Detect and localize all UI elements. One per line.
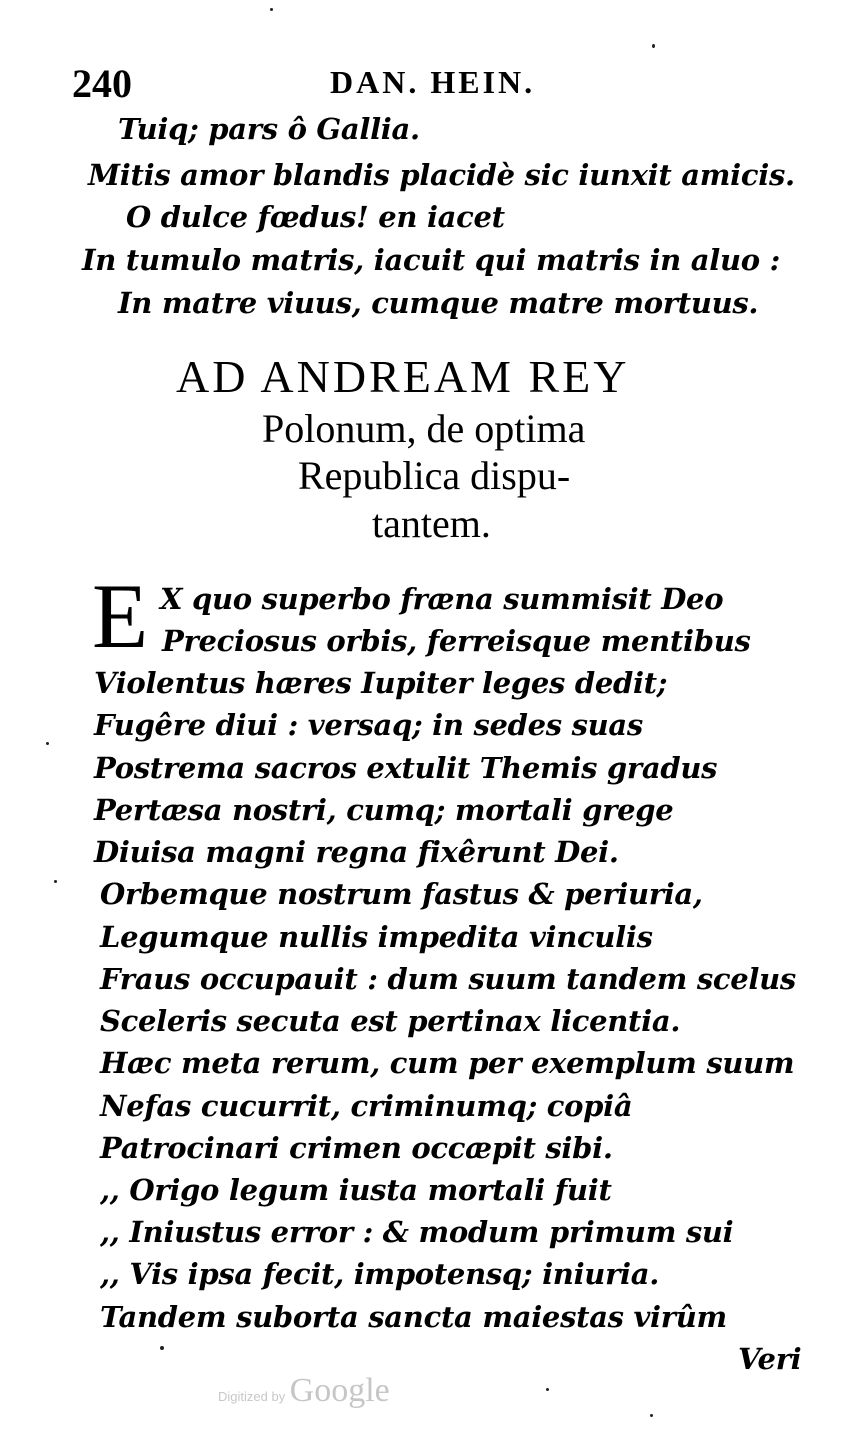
title-line-2: Polonum, de optima (262, 406, 586, 451)
poem-line: Tuiq; pars ô Gallia. (118, 112, 420, 146)
poem-line: In tumulo matris, iacuit qui matris in aluo : (82, 243, 780, 277)
poem-line: ,, Iniustus error : & modum primum sui (100, 1215, 734, 1249)
paper-speck (270, 8, 273, 11)
poem-line: Diuisa magni regna fixêrunt Dei. (94, 835, 619, 869)
title-line-3: Republica dispu- (298, 453, 571, 498)
paper-speck (46, 742, 49, 745)
poem-line: Fraus occupauit : dum suum tandem scelus (100, 962, 796, 996)
paper-speck (652, 44, 655, 48)
poem-line: Violentus hæres Iupiter leges dedit; (94, 666, 668, 700)
poem-line: Pertæsa nostri, cumq; mortali grege (94, 793, 674, 827)
drop-cap: E (92, 565, 149, 667)
catchword: Veri (738, 1342, 802, 1376)
paper-speck (54, 880, 57, 883)
paper-speck (546, 1388, 549, 1391)
poem-line: Sceleris secuta est pertinax licentia. (100, 1004, 681, 1038)
poem-line: Mitis amor blandis placidè sic iunxit amicis. (88, 158, 795, 192)
poem-line: Legumque nullis impedita vinculis (100, 920, 653, 954)
poem-line: Patrocinari crimen occæpit sibi. (100, 1131, 613, 1165)
page-number: 240 (72, 61, 132, 106)
poem-line: X quo superbo fræna summisit Deo (160, 582, 724, 616)
poem-line: Orbemque nostrum fastus & periuria, (100, 877, 703, 911)
poem-line: Fugêre diui : versaq; in sedes suas (94, 708, 643, 742)
poem-line: Tandem suborta sancta maiestas virûm (100, 1300, 727, 1334)
title-line-4: tantem. (372, 501, 491, 546)
poem-line: Preciosus orbis, ferreisque mentibus (162, 624, 751, 658)
poem-line: ,, Origo legum iusta mortali fuit (100, 1173, 612, 1207)
poem-line: O dulce fœdus! en iacet (126, 200, 505, 234)
poem-line: In matre viuus, cumque matre mortuus. (118, 286, 759, 320)
google-logo: Google (289, 1372, 390, 1409)
poem-line: Hæc meta rerum, cum per exemplum suum (100, 1046, 795, 1080)
poem-line: ,, Vis ipsa fecit, impotensq; iniuria. (100, 1257, 660, 1291)
poem-line: Postrema sacros extulit Themis gradus (94, 751, 718, 785)
title-line-1: AD ANDREAM REY (176, 351, 630, 402)
paper-speck (160, 1346, 164, 1350)
watermark-prefix: Digitized by (218, 1389, 286, 1404)
running-head: DAN. HEIN. (330, 64, 536, 100)
paper-speck (650, 1414, 653, 1417)
poem-line: Nefas cucurrit, criminumq; copiâ (100, 1089, 633, 1123)
digitized-watermark (218, 1372, 390, 1410)
